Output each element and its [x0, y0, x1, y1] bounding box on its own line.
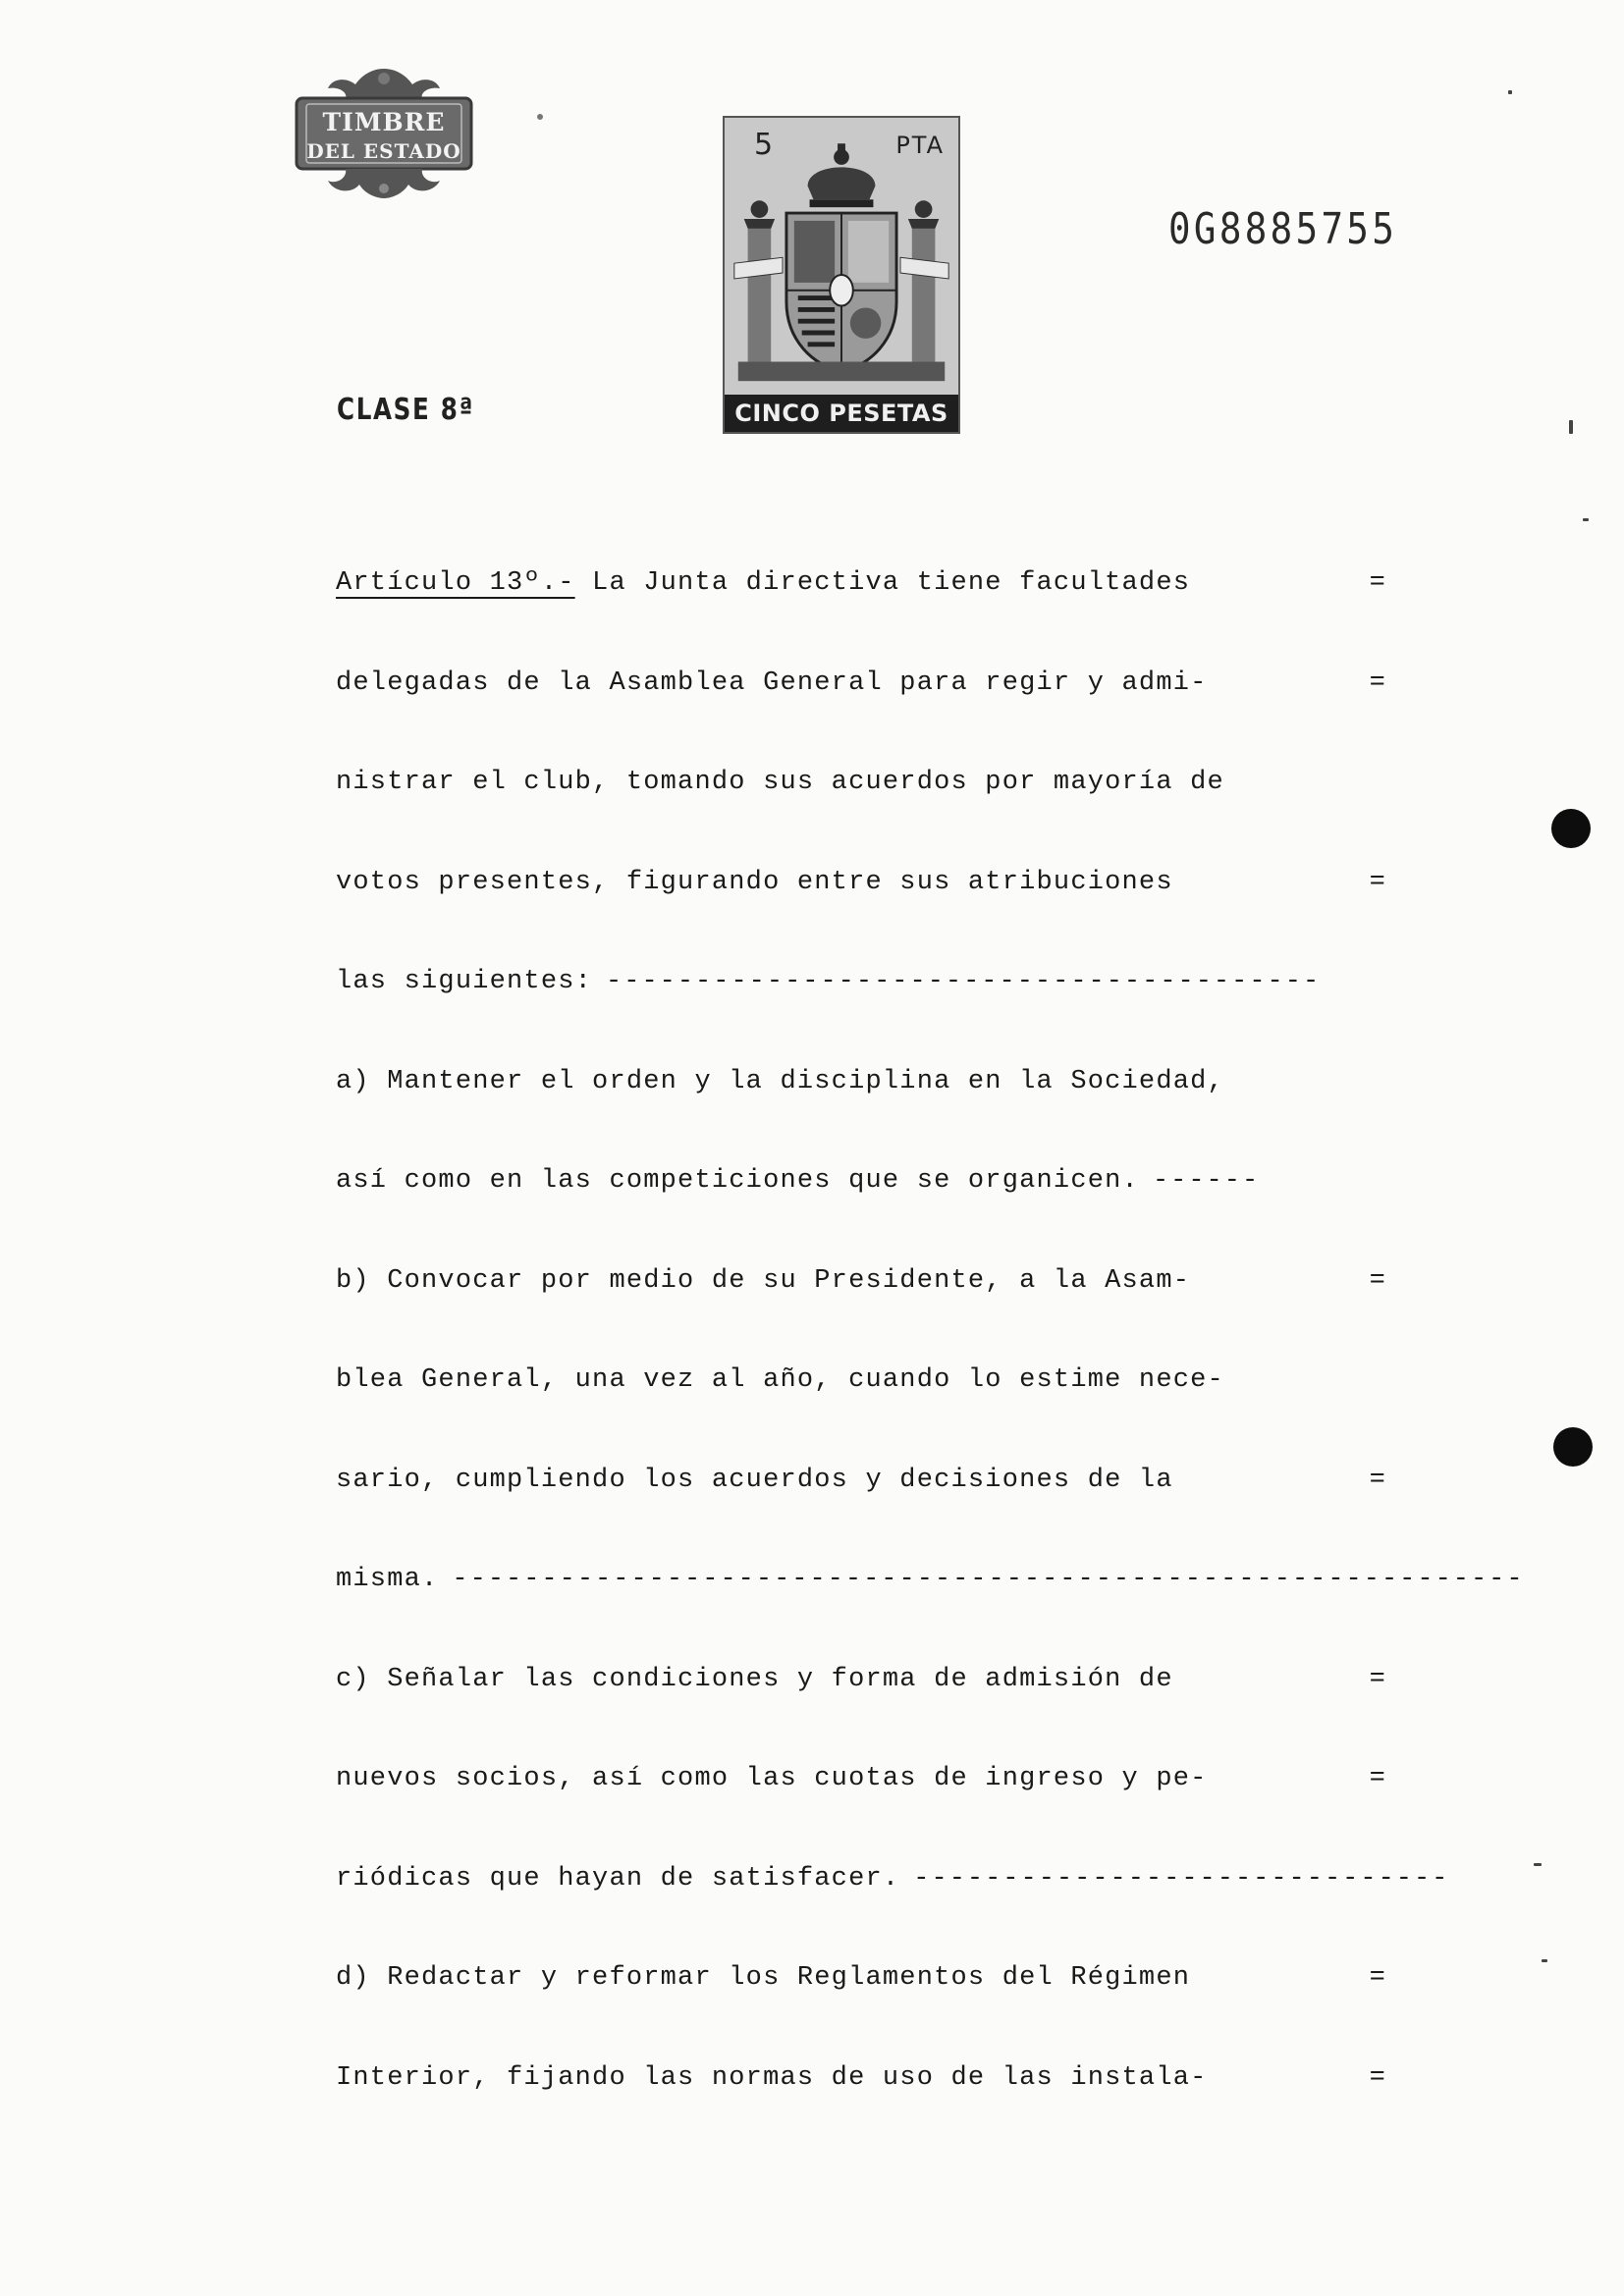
line-end-mark: = [1369, 667, 1386, 698]
line-text: riódicas que hayan de satisfacer. [336, 1863, 900, 1894]
line-text: nuevos socios, así como las cuotas de ingreso y pe- [336, 1764, 1208, 1793]
text-line [336, 664, 1386, 703]
article-heading: Artículo 13º.- [336, 568, 575, 598]
line-text: las siguientes: [336, 967, 593, 996]
line-dash-fill: ------ [1152, 1166, 1261, 1196]
line-dash-fill: ---------------------------------------- [606, 967, 1322, 996]
text-line [336, 1560, 1525, 1599]
line-text: sario, cumpliendo los acuerdos y decisiones de la [336, 1465, 1173, 1495]
clase-label: CLASE 8ª [337, 393, 474, 427]
text-line [336, 1361, 1386, 1400]
line-text: nistrar el club, tomando sus acuerdos por mayoría de [336, 768, 1224, 797]
stamp-unit: PTA [895, 132, 945, 159]
line-text: votos presentes, figurando entre sus atribuciones [336, 867, 1173, 897]
text-line [336, 1062, 1386, 1101]
line-text: delegadas de la Asamblea General para regir y admi- [336, 667, 1208, 698]
timbre-title-line2: DEL ESTADO [306, 139, 461, 163]
line-text: La Junta directiva tiene facultades [592, 568, 1191, 598]
punch-hole [1551, 809, 1591, 848]
line-text: Interior, fijando las normas de uso de las instala- [336, 2062, 1208, 2093]
stamp-value: 5 [754, 128, 774, 162]
line-text: b) Convocar por medio de su Presidente, a la Asam- [336, 1265, 1191, 1296]
text-line [336, 1161, 1386, 1201]
scan-speck [1508, 90, 1512, 94]
scan-speck [1534, 1863, 1542, 1866]
line-dash-fill: ------------------------------ [913, 1863, 1450, 1894]
text-line [336, 1461, 1386, 1500]
timbre-del-estado-emblem [287, 65, 481, 202]
text-line [336, 962, 1386, 1001]
line-text: blea General, una vez al año, cuando lo estime nece- [336, 1365, 1224, 1395]
ink-dot [537, 114, 543, 120]
fiscal-stamp [723, 116, 960, 434]
line-dash-fill: ------------------------------------------------------------ [452, 1565, 1525, 1594]
coat-of-arms-icon [725, 118, 958, 432]
text-line [336, 1759, 1386, 1798]
scan-speck [1569, 420, 1573, 434]
text-line [336, 763, 1386, 802]
timbre-title-line1: TIMBRE [322, 108, 446, 136]
line-end-mark: = [1369, 2062, 1386, 2093]
serial-number: 0G8885755 [1168, 204, 1398, 254]
line-text: así como en las competiciones que se organicen. [336, 1166, 1139, 1196]
line-end-mark: = [1369, 1764, 1386, 1793]
line-end-mark: = [1369, 867, 1386, 897]
line-end-mark: = [1369, 568, 1386, 598]
punch-hole [1553, 1427, 1593, 1467]
line-text: c) Señalar las condiciones y forma de admisión de [336, 1664, 1173, 1694]
text-line [336, 1660, 1386, 1699]
line-text: misma. [336, 1565, 439, 1594]
scan-speck [1542, 1959, 1547, 1962]
text-line [336, 2058, 1386, 2098]
text-line [336, 1859, 1450, 1898]
text-line [336, 863, 1386, 902]
line-end-mark: = [1369, 1963, 1386, 1993]
text-line [336, 1958, 1386, 1998]
line-end-mark: = [1369, 1664, 1386, 1694]
scan-speck [1583, 518, 1589, 521]
line-text: d) Redactar y reformar los Reglamentos del Régimen [336, 1963, 1191, 1993]
text-line [336, 1261, 1386, 1301]
stamp-band-label: CINCO PESETAS [725, 395, 958, 432]
line-end-mark: = [1369, 1465, 1386, 1495]
line-text: a) Mantener el orden y la disciplina en la Sociedad, [336, 1066, 1224, 1096]
text-line [336, 563, 1386, 603]
line-end-mark: = [1369, 1265, 1386, 1296]
